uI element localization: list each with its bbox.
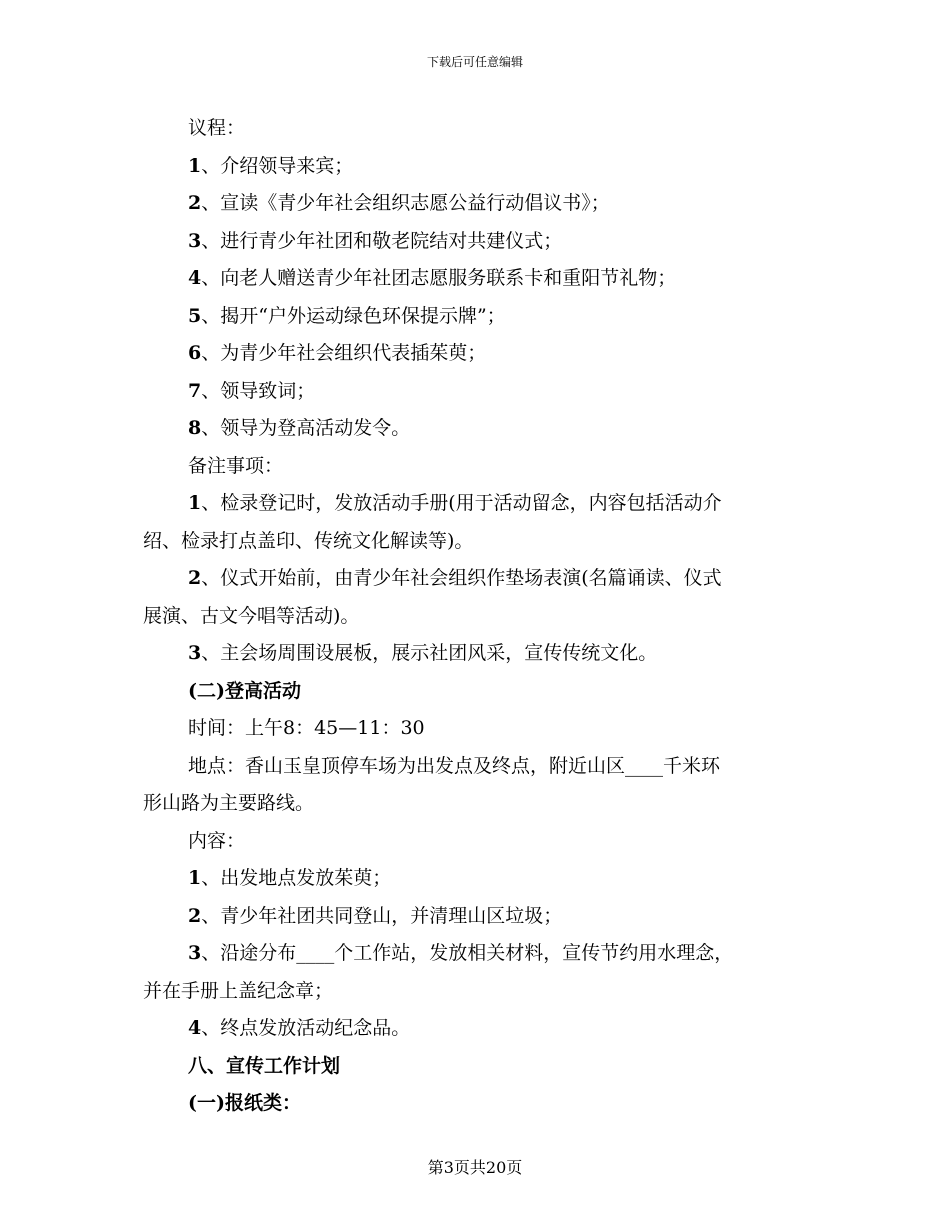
line-text: 时间：上午8：45—11：30 (188, 717, 425, 739)
line-text: 、进行青少年社团和敬老院结对共建仪式； (201, 229, 563, 252)
line-text: 、青少年社团共同登山，并清理山区垃圾； (201, 904, 563, 927)
text-line (143, 110, 808, 148)
item-number: 5 (188, 304, 202, 327)
line-text: 、向老人赠送青少年社团志愿服务联系卡和重阳节礼物； (201, 267, 677, 289)
text-line (143, 673, 808, 711)
item-number: 1 (188, 492, 202, 514)
line-text: (一)报纸类： (188, 1092, 301, 1114)
text-line (143, 898, 808, 936)
line-text: 、领导为登高活动发令。 (201, 417, 411, 439)
line-text: 、宣读《青少年社会组织志愿公益行动倡议书》； (201, 192, 610, 214)
item-number: 7 (188, 379, 202, 402)
line-text: 绍、检录打点盖印、传统文化解读等)。 (143, 529, 474, 552)
item-number: 4 (188, 1017, 202, 1039)
text-line (143, 635, 808, 673)
line-text: 地点：香山玉皇顶停车场为出发点及终点，附近山区____千米环 (188, 754, 721, 777)
text-line (143, 298, 808, 336)
line-text: 、出发地点发放茱萸； (201, 867, 392, 889)
item-number: 2 (188, 904, 202, 927)
text-line (143, 523, 808, 561)
text-line (143, 335, 808, 373)
text-line (143, 148, 808, 186)
line-text: 、主会场周围设展板，展示社团风采，宣传传统文化。 (201, 642, 658, 664)
text-line (143, 260, 808, 298)
text-line (143, 1010, 808, 1048)
text-line (143, 785, 808, 823)
line-text: 备注事项： (188, 454, 284, 477)
item-number: 4 (188, 267, 202, 289)
line-text: 八、宣传工作计划 (188, 1054, 341, 1077)
item-number: 3 (188, 942, 202, 964)
line-text: 展演、古文今唱等活动)。 (143, 604, 360, 627)
line-text: 、为青少年社会组织代表插茱萸； (201, 342, 487, 364)
line-text: 议程： (188, 117, 246, 139)
text-line (143, 1085, 808, 1123)
line-text: 、介绍领导来宾； (201, 154, 354, 177)
text-line (143, 185, 808, 223)
line-text: 形山路为主要路线。 (143, 792, 315, 814)
item-number: 3 (188, 642, 202, 664)
line-text: 、终点发放活动纪念品。 (201, 1017, 411, 1039)
document-body (143, 110, 808, 1123)
text-line (143, 1048, 808, 1086)
line-text: 、检录登记时，发放活动手册(用于活动留念，内容包括活动介 (201, 492, 722, 514)
text-line (143, 935, 808, 973)
text-line (143, 223, 808, 261)
line-text: 、揭开“户外运动绿色环保提示牌”； (201, 304, 506, 327)
line-text: 、领导致词； (201, 379, 316, 402)
text-line (143, 860, 808, 898)
item-number: 6 (188, 342, 202, 364)
text-line (143, 373, 808, 411)
line-text: 并在手册上盖纪念章； (143, 979, 334, 1002)
text-line (143, 448, 808, 486)
line-text: (二)登高活动 (188, 679, 301, 702)
line-text: 、仪式开始前，由青少年社会组织作垫场表演(名篇诵读、仪式 (201, 567, 722, 589)
line-text: 内容： (188, 829, 246, 852)
text-line (143, 410, 808, 448)
text-line (143, 823, 808, 861)
item-number: 1 (188, 154, 202, 177)
page-header: 下载后可任意编辑 (426, 55, 523, 69)
text-line (143, 485, 808, 523)
item-number: 2 (188, 567, 202, 589)
text-line (143, 598, 808, 636)
item-number: 8 (188, 417, 202, 439)
text-line (143, 710, 808, 748)
text-line (143, 560, 808, 598)
page-footer: 第3页共20页 (427, 1158, 523, 1177)
item-number: 1 (188, 867, 202, 889)
text-line (143, 748, 808, 786)
item-number: 2 (188, 192, 202, 214)
line-text: 、沿途分布____个工作站，发放相关材料，宣传节约用水理念， (201, 942, 734, 964)
item-number: 3 (188, 229, 202, 252)
text-line (143, 973, 808, 1011)
